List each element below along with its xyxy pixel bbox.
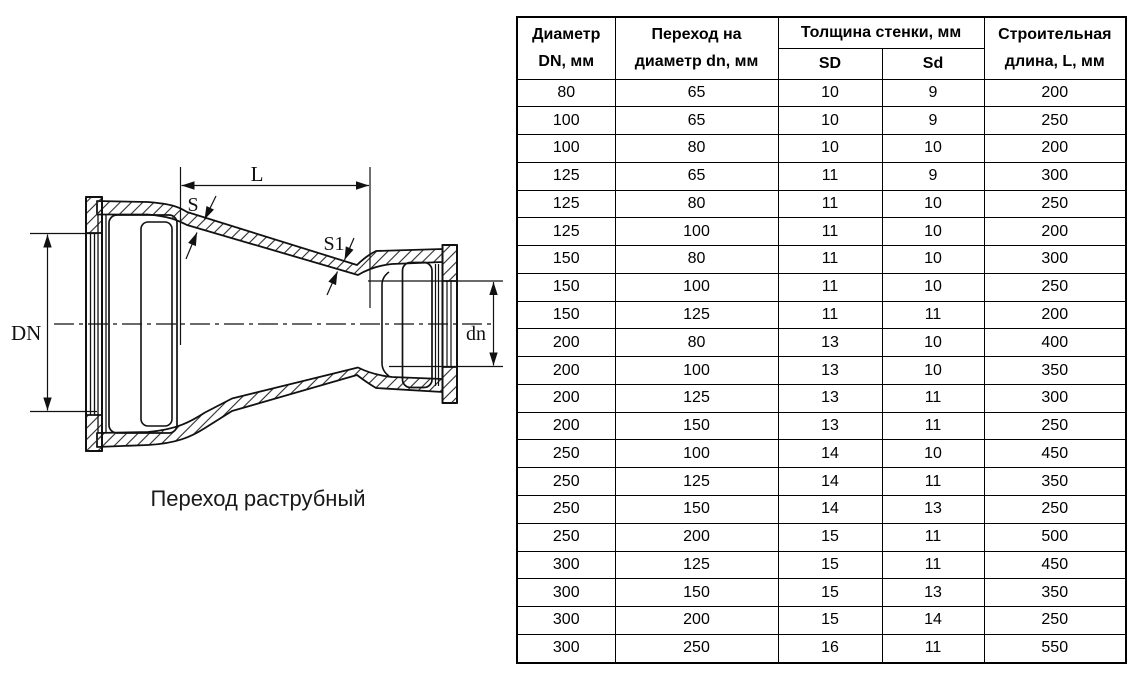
table-cell: 10: [882, 246, 984, 274]
figure-caption: Переход раструбный: [150, 486, 366, 511]
table-cell: 11: [882, 384, 984, 412]
table-cell: 200: [984, 135, 1126, 163]
right-flange-bottom-section: [443, 367, 458, 403]
table-cell: 350: [984, 357, 1126, 385]
table-cell: 450: [984, 440, 1126, 468]
table-cell: 300: [984, 162, 1126, 190]
table-cell: 10: [882, 190, 984, 218]
table-row: [517, 579, 1126, 607]
table-cell: 250: [517, 523, 615, 551]
table-row: [517, 384, 1126, 412]
col-header-sd-upper: SD: [778, 48, 882, 79]
table-cell: 450: [984, 551, 1126, 579]
table-row: [517, 246, 1126, 274]
table-cell: 125: [517, 218, 615, 246]
table-row: [517, 357, 1126, 385]
table-cell: 9: [882, 162, 984, 190]
table-cell: 125: [615, 384, 778, 412]
table-cell: 250: [984, 495, 1126, 523]
table-cell: 250: [615, 634, 778, 663]
table-row: [517, 634, 1126, 663]
col-header-transition-dn: [615, 17, 778, 79]
table-cell: 11: [778, 246, 882, 274]
table-cell: 13: [778, 357, 882, 385]
table-cell: 250: [517, 495, 615, 523]
header-row-1: [517, 17, 1126, 48]
table-cell: 100: [615, 273, 778, 301]
table-cell: 10: [882, 329, 984, 357]
table-cell: 11: [778, 190, 882, 218]
top-wall-section: [97, 201, 443, 275]
spec-table-body: [517, 79, 1126, 663]
table-row: [517, 495, 1126, 523]
table-cell: 15: [778, 551, 882, 579]
table-cell: 125: [615, 301, 778, 329]
left-flange-bottom-section: [86, 415, 102, 451]
table-cell: 11: [882, 551, 984, 579]
table-cell: 250: [984, 190, 1126, 218]
table-cell: 300: [984, 246, 1126, 274]
table-cell: 15: [778, 579, 882, 607]
table-cell: 10: [778, 107, 882, 135]
col-header-diameter-dn-line1: Диаметр: [532, 26, 601, 44]
table-cell: 11: [882, 301, 984, 329]
right-flange-top-section: [443, 245, 458, 281]
col-header-sd-lower: Sd: [882, 48, 984, 79]
table-cell: 125: [517, 162, 615, 190]
table-cell: 350: [984, 579, 1126, 607]
table-cell: 13: [778, 329, 882, 357]
label-L: L: [250, 162, 264, 186]
table-row: [517, 135, 1126, 163]
leader-S-inner: [186, 233, 197, 260]
table-row: [517, 607, 1126, 635]
table-cell: 300: [517, 579, 615, 607]
table-cell: 250: [517, 440, 615, 468]
table-row: [517, 162, 1126, 190]
table-cell: 300: [984, 384, 1126, 412]
table-cell: 10: [882, 218, 984, 246]
table-cell: 13: [882, 495, 984, 523]
table-cell: 10: [778, 135, 882, 163]
table-cell: 200: [984, 218, 1126, 246]
table-cell: 100: [615, 357, 778, 385]
label-S: S: [187, 194, 199, 216]
leader-S1-outer: [345, 238, 355, 260]
table-cell: 80: [615, 135, 778, 163]
table-cell: 9: [882, 79, 984, 107]
table-cell: 150: [517, 246, 615, 274]
col-header-build-length-line1: Строительная: [998, 26, 1112, 44]
table-row: [517, 107, 1126, 135]
table-cell: 14: [778, 495, 882, 523]
table-row: [517, 468, 1126, 496]
table-cell: 13: [882, 579, 984, 607]
table-row: [517, 329, 1126, 357]
table-cell: 13: [778, 384, 882, 412]
table-cell: 80: [615, 190, 778, 218]
label-DN: DN: [11, 321, 42, 345]
table-cell: 13: [778, 412, 882, 440]
table-cell: 15: [778, 523, 882, 551]
reducer-drawing: [0, 0, 510, 682]
spec-table-header: [517, 17, 1126, 79]
table-row: [517, 523, 1126, 551]
table-cell: 250: [984, 607, 1126, 635]
col-header-wall-thickness-group: Толщина стенки, мм: [778, 17, 984, 48]
table-row: [517, 218, 1126, 246]
col-header-transition-dn-line2: диаметр dn, мм: [634, 53, 759, 71]
table-cell: 200: [984, 79, 1126, 107]
table-cell: 11: [882, 523, 984, 551]
table-cell: 11: [778, 218, 882, 246]
table-cell: 200: [517, 384, 615, 412]
label-dn: dn: [466, 323, 486, 345]
table-cell: 80: [517, 79, 615, 107]
table-cell: 250: [517, 468, 615, 496]
left-flange-top-section: [86, 197, 102, 233]
table-cell: 300: [517, 634, 615, 663]
table-cell: 80: [615, 329, 778, 357]
leader-S-outer: [205, 196, 217, 220]
table-cell: 10: [882, 273, 984, 301]
table-cell: 11: [882, 634, 984, 663]
table-cell: 150: [517, 301, 615, 329]
table-cell: 11: [778, 301, 882, 329]
table-cell: 65: [615, 162, 778, 190]
table-cell: 100: [517, 135, 615, 163]
table-cell: 200: [517, 357, 615, 385]
table-cell: 150: [615, 579, 778, 607]
table-row: [517, 551, 1126, 579]
table-cell: 100: [517, 107, 615, 135]
table-cell: 150: [615, 412, 778, 440]
table-cell: 200: [517, 412, 615, 440]
table-cell: 550: [984, 634, 1126, 663]
table-cell: 400: [984, 329, 1126, 357]
table-cell: 10: [778, 79, 882, 107]
table-cell: 10: [882, 135, 984, 163]
table-cell: 14: [778, 468, 882, 496]
table-row: [517, 79, 1126, 107]
spec-table: [516, 16, 1127, 664]
table-cell: 250: [984, 273, 1126, 301]
table-cell: 65: [615, 107, 778, 135]
table-cell: 300: [517, 551, 615, 579]
table-cell: 150: [517, 273, 615, 301]
table-row: [517, 412, 1126, 440]
leader-S1-inner: [327, 272, 338, 296]
col-header-build-length: [984, 17, 1126, 79]
table-cell: 80: [615, 246, 778, 274]
table-cell: 14: [882, 607, 984, 635]
table-cell: 200: [984, 301, 1126, 329]
table-cell: 125: [517, 190, 615, 218]
table-cell: 350: [984, 468, 1126, 496]
table-cell: 11: [778, 273, 882, 301]
table-cell: 10: [882, 357, 984, 385]
table-cell: 200: [615, 607, 778, 635]
col-header-build-length-line2: длина, L, мм: [1004, 53, 1105, 71]
table-cell: 150: [615, 495, 778, 523]
table-cell: 200: [517, 329, 615, 357]
table-cell: 250: [984, 107, 1126, 135]
table-cell: 250: [984, 412, 1126, 440]
col-header-transition-dn-line1: Переход на: [651, 26, 742, 44]
col-header-diameter-dn-line2: DN, мм: [538, 53, 595, 71]
table-cell: 125: [615, 468, 778, 496]
table-row: [517, 440, 1126, 468]
table-cell: 65: [615, 79, 778, 107]
table-cell: 14: [778, 440, 882, 468]
table-cell: 11: [882, 468, 984, 496]
table-cell: 15: [778, 607, 882, 635]
table-cell: 11: [778, 162, 882, 190]
bottom-wall-section: [97, 368, 443, 448]
table-row: [517, 273, 1126, 301]
table-row: [517, 190, 1126, 218]
table-cell: 10: [882, 440, 984, 468]
table-cell: 200: [615, 523, 778, 551]
table-row: [517, 301, 1126, 329]
label-S1: S1: [323, 233, 345, 255]
table-cell: 9: [882, 107, 984, 135]
table-cell: 16: [778, 634, 882, 663]
table-cell: 125: [615, 551, 778, 579]
table-cell: 100: [615, 218, 778, 246]
table-cell: 500: [984, 523, 1126, 551]
table-cell: 300: [517, 607, 615, 635]
table-cell: 11: [882, 412, 984, 440]
table-cell: 100: [615, 440, 778, 468]
col-header-diameter-dn: [517, 17, 615, 79]
